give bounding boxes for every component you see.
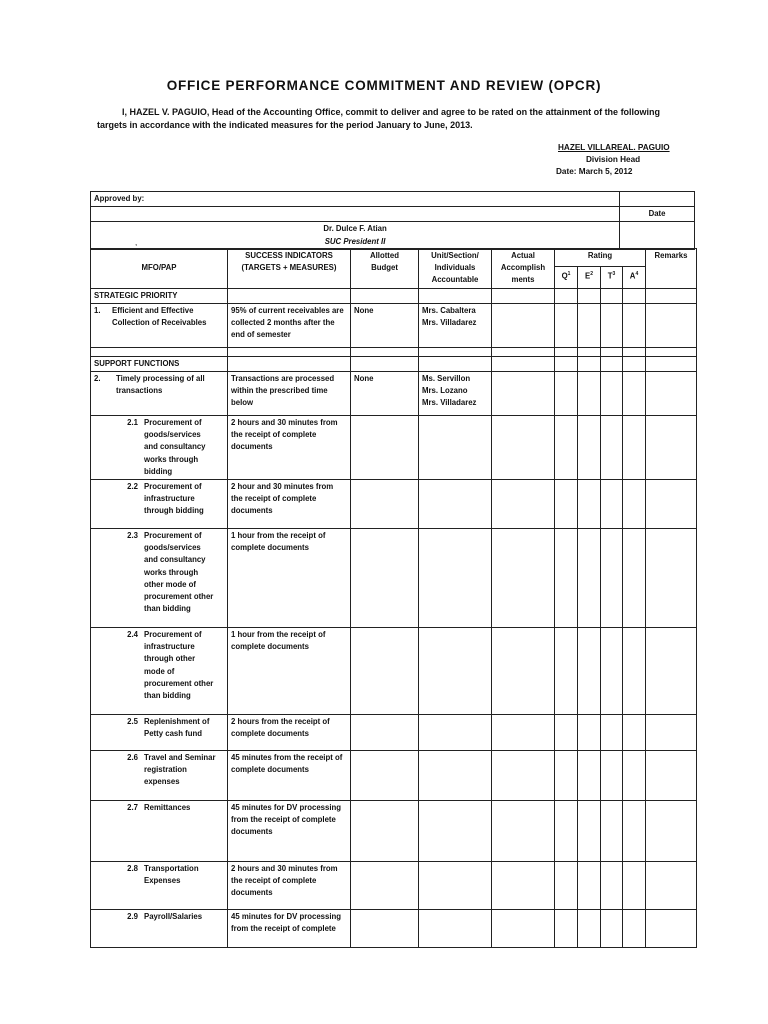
mfo-cell: 2.9 Payroll/Salaries	[91, 910, 228, 948]
mfo-cell: 2.3 Procurement of goods/services and consultancy works through other mode of procurement other than bidding	[91, 529, 228, 628]
header-mfo: MFO/PAP	[91, 249, 228, 289]
indicator-cell: 2 hours and 30 minutes from the receipt of complete documents	[228, 862, 351, 910]
commitment-statement	[97, 106, 682, 132]
stray-mark: ,	[135, 238, 138, 247]
approver-title: SUC President II	[324, 236, 386, 246]
table-row	[91, 372, 697, 416]
approval-table	[90, 191, 695, 250]
indicator-cell: 45 minutes from the receipt of complete documents	[228, 751, 351, 801]
header-success: SUCCESS INDICATORS (TARGETS + MEASURES)	[228, 249, 351, 289]
table-row	[91, 480, 697, 529]
mfo-cell: 2.8 Transportation Expenses	[91, 862, 228, 910]
indicator-cell: 1 hour from the receipt of complete documents	[228, 628, 351, 715]
signatory-position: Division Head	[586, 155, 641, 164]
page-title: OFFICE PERFORMANCE COMMITMENT AND REVIEW (OPCR)	[166, 78, 602, 93]
table-row	[91, 801, 697, 862]
header-q: $Q^1$	[555, 267, 578, 288]
signatory-date: Date: March 5, 2012	[556, 167, 633, 176]
mfo-cell: 2.4 Procurement of infrastructure through other mode of procurement other than bidding	[91, 628, 228, 715]
section-row-support	[91, 356, 697, 371]
commitment-line-1: I, HAZEL V. PAGUIO, Head of the Accounting Office, commit to deliver and agree to be rated on the attainment of the following	[122, 107, 661, 117]
unit-cell: Ms. Servillon Mrs. Lozano Mrs. Villadarez	[419, 372, 492, 416]
table-row	[91, 751, 697, 801]
indicator-cell: 1 hour from the receipt of complete documents	[228, 529, 351, 628]
mfo-cell: 2.1 Procurement of goods/services and consultancy works through bidding	[91, 416, 228, 480]
header-row	[91, 249, 697, 267]
mfo-cell: 1. Efficient and Effective Collection of Receivables	[91, 303, 228, 347]
header-unit: Unit/Section/ Individuals Accountable	[419, 249, 492, 289]
mfo-cell: 2.6 Travel and Seminar registration expenses	[91, 751, 228, 801]
budget-cell: None	[351, 303, 419, 347]
indicator-cell: 45 minutes for DV processing from the receipt of complete documents	[228, 801, 351, 862]
mfo-cell: 2. Timely processing of all transactions	[91, 372, 228, 416]
approver-name: Dr. Dulce F. Atian	[323, 224, 387, 234]
section-support: SUPPORT FUNCTIONS	[91, 356, 228, 371]
table-row	[91, 416, 697, 480]
indicator-cell: 2 hour and 30 minutes from the receipt of complete documents	[228, 480, 351, 529]
approval-date-label: Date	[620, 207, 695, 222]
header-actual: Actual Accomplish ments	[492, 249, 555, 289]
header-t: $T^3$	[601, 267, 623, 288]
mfo-cell: 2.2 Procurement of infrastructure through bidding	[91, 480, 228, 529]
table-row	[91, 628, 697, 715]
table-row	[91, 303, 697, 347]
table-row	[91, 529, 697, 628]
indicator-cell: Transactions are processed within the prescribed time below	[228, 372, 351, 416]
approved-by-label: Approved by:	[91, 192, 620, 207]
table-row	[91, 862, 697, 910]
signatory-name: HAZEL VILLAREAL. PAGUIO	[558, 143, 670, 152]
mfo-cell: 2.7 Remittances	[91, 801, 228, 862]
commitment-line-2: targets in accordance with the indicated measures for the period January to June, 2013.	[97, 120, 473, 130]
indicator-cell: 95% of current receivables are collected 2 months after the end of semester	[228, 303, 351, 347]
section-strategic: STRATEGIC PRIORITY	[91, 288, 228, 303]
opcr-table	[90, 248, 697, 948]
approver-block	[91, 222, 620, 249]
header-e: $E^2$	[578, 267, 601, 288]
table-row	[91, 715, 697, 751]
header-remarks: Remarks	[646, 249, 697, 289]
unit-cell: Mrs. Cabaltera Mrs. Villadarez	[419, 303, 492, 347]
section-row-strategic	[91, 288, 697, 303]
header-budget: Allotted Budget	[351, 249, 419, 289]
budget-cell: None	[351, 372, 419, 416]
header-a: $A^4$	[623, 267, 646, 288]
indicator-cell: 2 hours from the receipt of complete documents	[228, 715, 351, 751]
mfo-cell: 2.5 Replenishment of Petty cash fund	[91, 715, 228, 751]
indicator-cell: 2 hours and 30 minutes from the receipt of complete documents	[228, 416, 351, 480]
header-rating: Rating	[555, 249, 646, 267]
indicator-cell: 45 minutes for DV processing from the receipt of complete	[228, 910, 351, 948]
table-row	[91, 910, 697, 948]
